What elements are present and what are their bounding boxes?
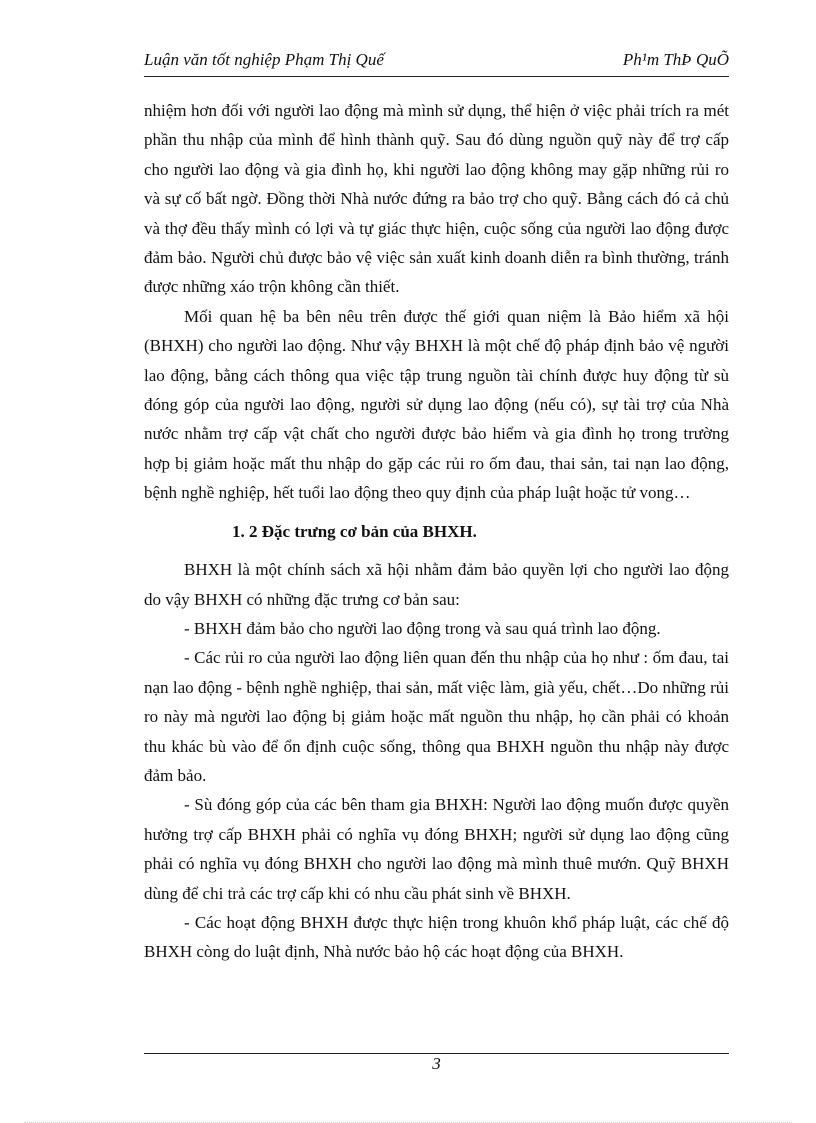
page-number: 3 — [432, 1054, 441, 1073]
header-right-author: Ph¹m ThÞ QuÕ — [622, 50, 729, 69]
header-left-title: Luận văn tốt nghiệp Phạm Thị Quế — [144, 50, 384, 69]
paragraph-continuation: nhiệm hơn đối với người lao động mà mình sử dụng, thể hiện ở việc phải trích ra mét phần thu nhập của mình để hình thành quỹ. Sau đó dùng nguồn quỹ này để trợ cấp cho người lao động và gia đình họ, khi người lao động không may gặp những rủi ro và sự cố bất ngờ. Đồng thời Nhà nước đứng ra bảo trợ cho quỹ. Bằng cách đó cả chủ và thợ đều thấy mình có lợi và tự giác thực hiện, cuộc sống của người lao động được đảm bảo. Người chủ được bảo vệ việc sản xuất kinh doanh diễn ra bình thường, tránh được những xáo trộn không cần thiết. — [144, 101, 729, 297]
paragraph-bhxh-intro: BHXH là một chính sách xã hội nhằm đảm bảo quyền lợi cho người lao động do vậy BHXH có những đặc trưng cơ bản sau: — [144, 560, 729, 609]
section-heading: 1. 2 Đặc trưng cơ bản của BHXH. — [232, 521, 477, 541]
document-body — [144, 96, 729, 967]
paragraph-feature-4: - Các hoạt động BHXH được thực hiện trong khuôn khổ pháp luật, các chế độ BHXH còng do luật định, Nhà nước bảo hộ các hoạt động của BHXH. — [144, 912, 729, 962]
paragraph-bhxh-definition: Mối quan hệ ba bên nêu trên được thế giới quan niệm là Bảo hiểm xã hội (BHXH) cho người lao động. Như vậy BHXH là một chế độ pháp định bảo vệ người lao động, bằng cách thông qua việc tập trung nguồn tài chính được huy động từ sù đóng góp của người lao động, người sử dụng lao động (nếu có), sự tài trợ của Nhà nước nhằm trợ cấp vật chất cho người được bảo hiểm và gia đình họ trong trường hợp bị giảm hoặc mất thu nhập do gặp các rủi ro ốm đau, thai sản, tai nạn lao động, bệnh nghề nghiệp, hết tuổi lao động theo quy định của pháp luật hoặc tử vong… — [144, 306, 729, 503]
paragraph-feature-1: - BHXH đảm bảo cho người lao động trong và sau quá trình lao động. — [184, 618, 661, 638]
paragraph-feature-2: - Các rủi ro của người lao động liên quan đến thu nhập của họ như : ốm đau, tai nạn lao động - bệnh nghề nghiệp, thai sản, mất việc làm, già yếu, chết…Do những rủi ro này mà người lao động bị giảm hoặc mất nguồn thu nhập, họ cần phải có khoản thu khác bù vào để ổn định cuộc sống, thông qua BHXH nguồn thu nhập này được đảm bảo. — [144, 648, 729, 785]
page-header — [144, 50, 729, 77]
paragraph-feature-3: - Sù đóng góp của các bên tham gia BHXH: Người lao động muốn được quyền hưởng trợ cấp BHXH phải có nghĩa vụ đóng BHXH; người sử dụng lao động cũng phải có nghĩa vụ đóng BHXH cho người lao động mà mình thuê mướn. Quỹ BHXH dùng để chi trả các trợ cấp khi có nhu cầu phát sinh về BHXH. — [144, 795, 729, 903]
